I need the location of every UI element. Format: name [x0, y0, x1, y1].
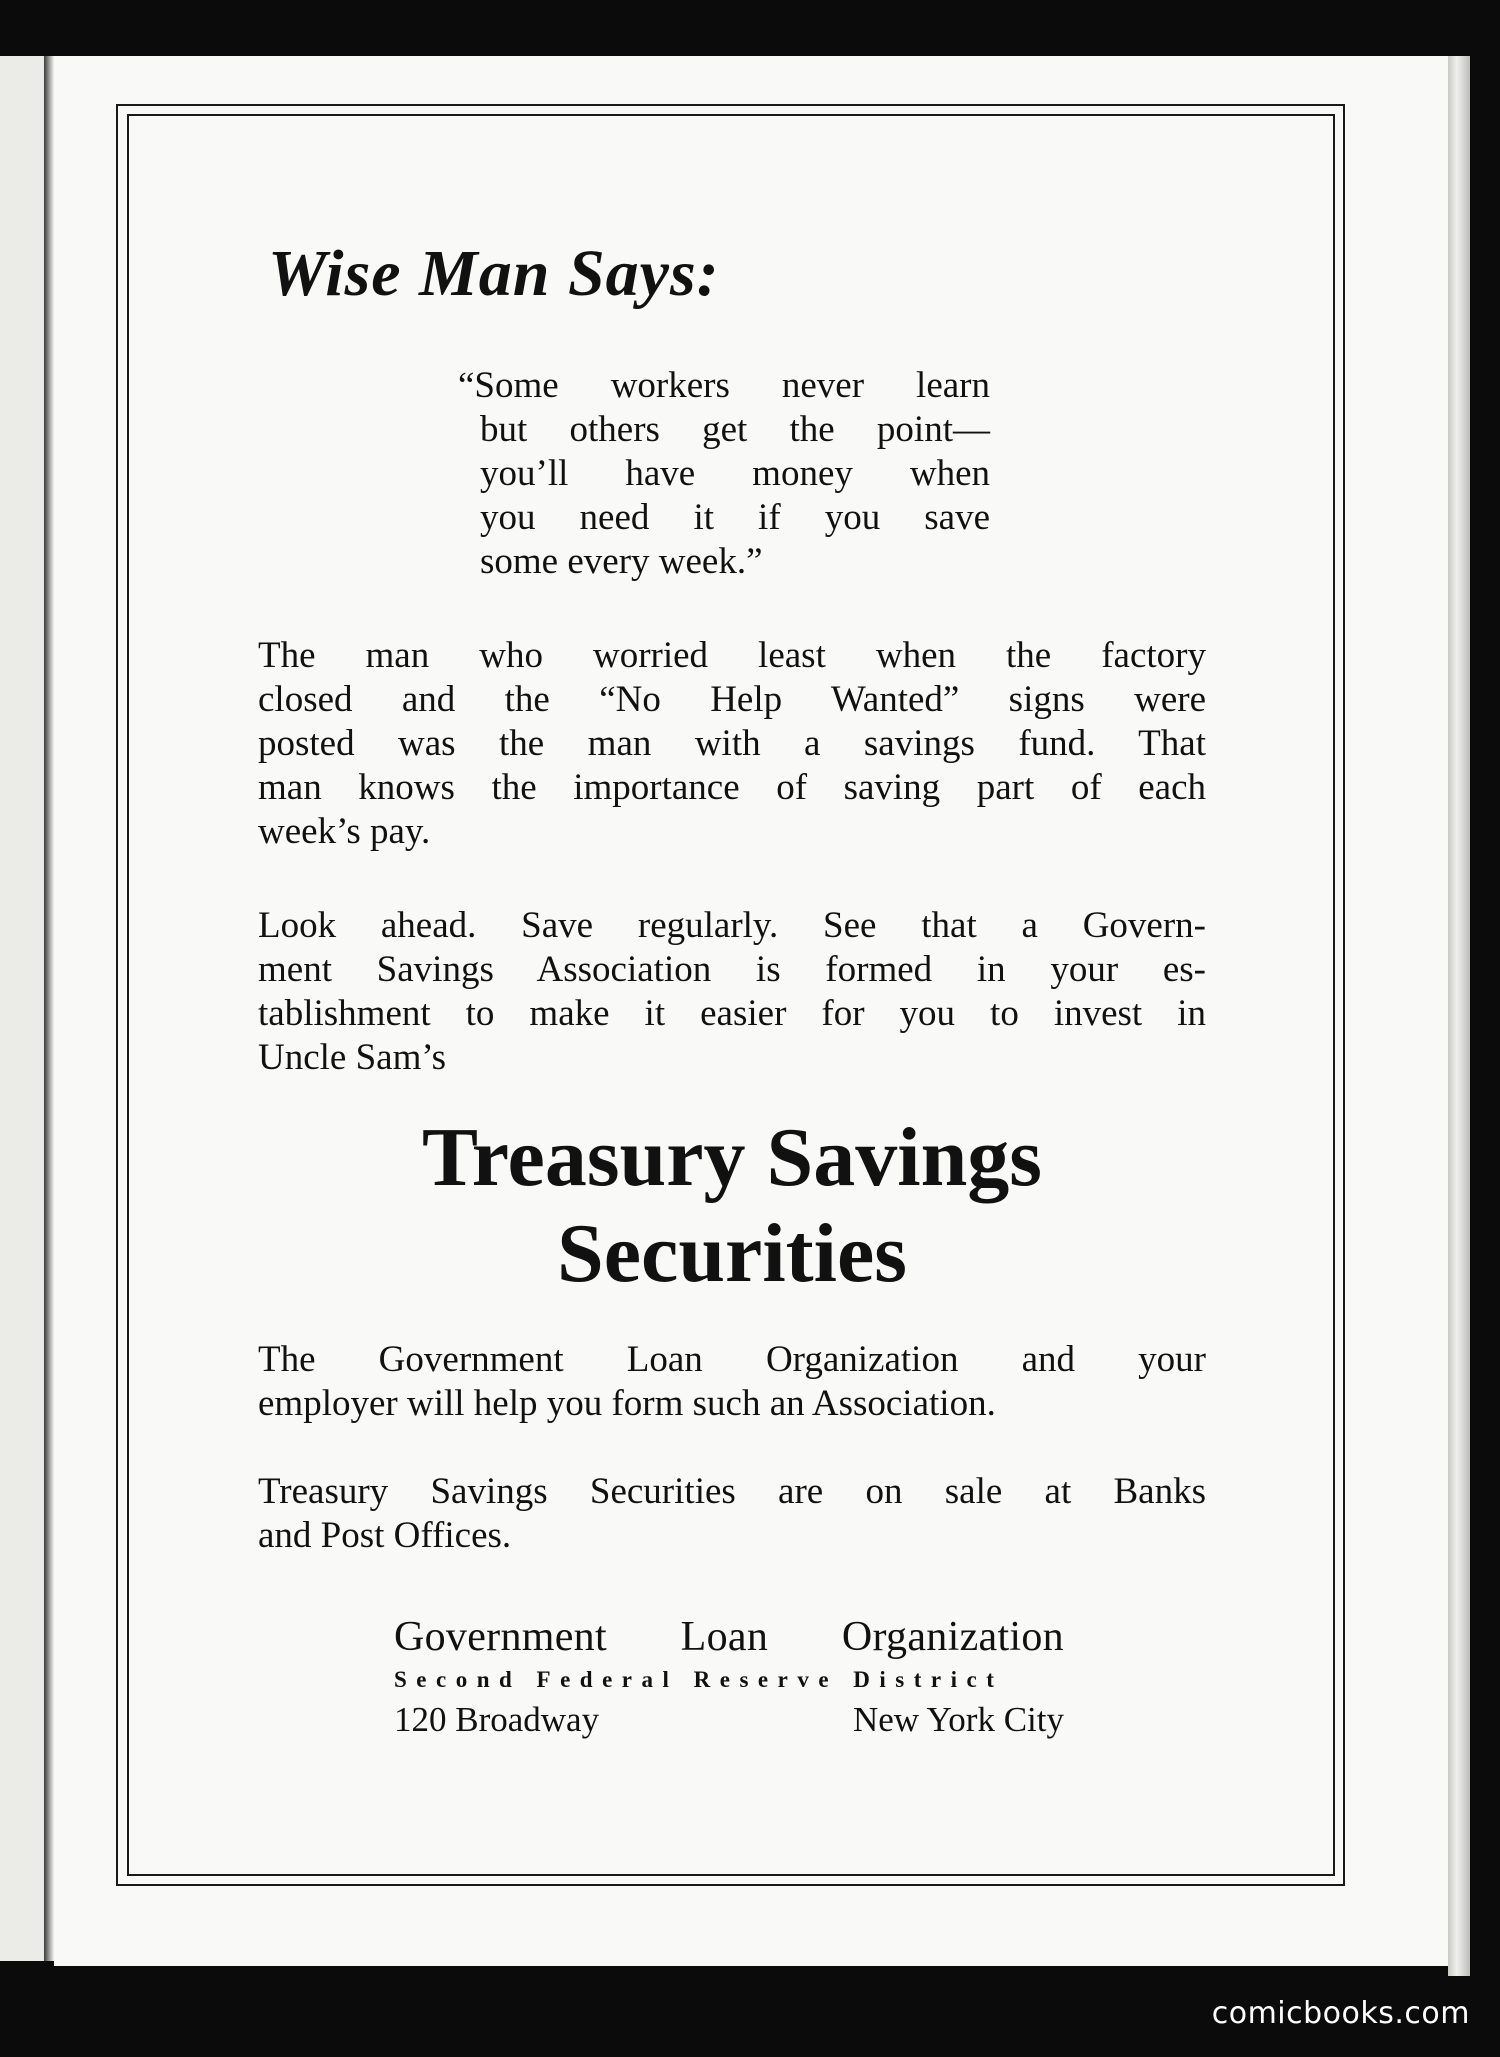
- organization-address: [394, 1698, 1064, 1742]
- text-line: closed and the “No Help Wanted” signs were: [258, 679, 1206, 720]
- body-paragraph-look-ahead: [258, 904, 1206, 1080]
- text-line: week’s pay.: [258, 811, 431, 852]
- product-title-line: Treasury Savings: [422, 1111, 1042, 1204]
- page-stack-edge: [1448, 56, 1470, 1976]
- site-watermark: comicbooks.com: [1211, 1996, 1470, 2031]
- headline: Wise Man Says:: [268, 237, 720, 310]
- text-line: posted was the man with a savings fund. That: [258, 723, 1206, 764]
- binding-gutter: [44, 56, 54, 1961]
- product-title: [258, 1110, 1206, 1302]
- body-paragraph-association: [258, 1338, 1206, 1426]
- organization-signature: [394, 1612, 1064, 1742]
- text-line: Uncle Sam’s: [258, 1037, 447, 1078]
- organization-city: New York City: [852, 1700, 1064, 1739]
- organization-district: Second Federal Reserve District: [394, 1667, 1004, 1692]
- organization-name: Government Loan Organization: [394, 1614, 1064, 1660]
- organization-street: 120 Broadway: [394, 1700, 600, 1739]
- quote-line: but others get the point—: [480, 409, 990, 450]
- quote-block: [458, 364, 990, 584]
- text-line: Look ahead. Save regularly. See that a Govern-: [258, 905, 1206, 946]
- text-line: The Government Loan Organization and your: [258, 1339, 1206, 1380]
- text-line: employer will help you form such an Association.: [258, 1383, 996, 1424]
- body-paragraph-savings-fund: [258, 634, 1206, 854]
- text-line: The man who worried least when the factory: [258, 635, 1206, 676]
- text-line: ment Savings Association is formed in your es-: [258, 949, 1206, 990]
- text-line: and Post Offices.: [258, 1515, 512, 1556]
- text-line: Treasury Savings Securities are on sale at Banks: [258, 1471, 1206, 1512]
- quote-line: you’ll have money when: [480, 453, 990, 494]
- quote-line: you need it if you save: [480, 497, 990, 538]
- text-line: man knows the importance of saving part of each: [258, 767, 1206, 808]
- quote-line: some every week.”: [480, 541, 763, 582]
- product-title-line: Securities: [557, 1207, 907, 1300]
- quote-line: “Some workers never learn: [458, 365, 990, 406]
- text-line: tablishment to make it easier for you to invest in: [258, 993, 1206, 1034]
- adjacent-page-edge: [0, 56, 44, 1961]
- body-paragraph-on-sale: [258, 1470, 1206, 1558]
